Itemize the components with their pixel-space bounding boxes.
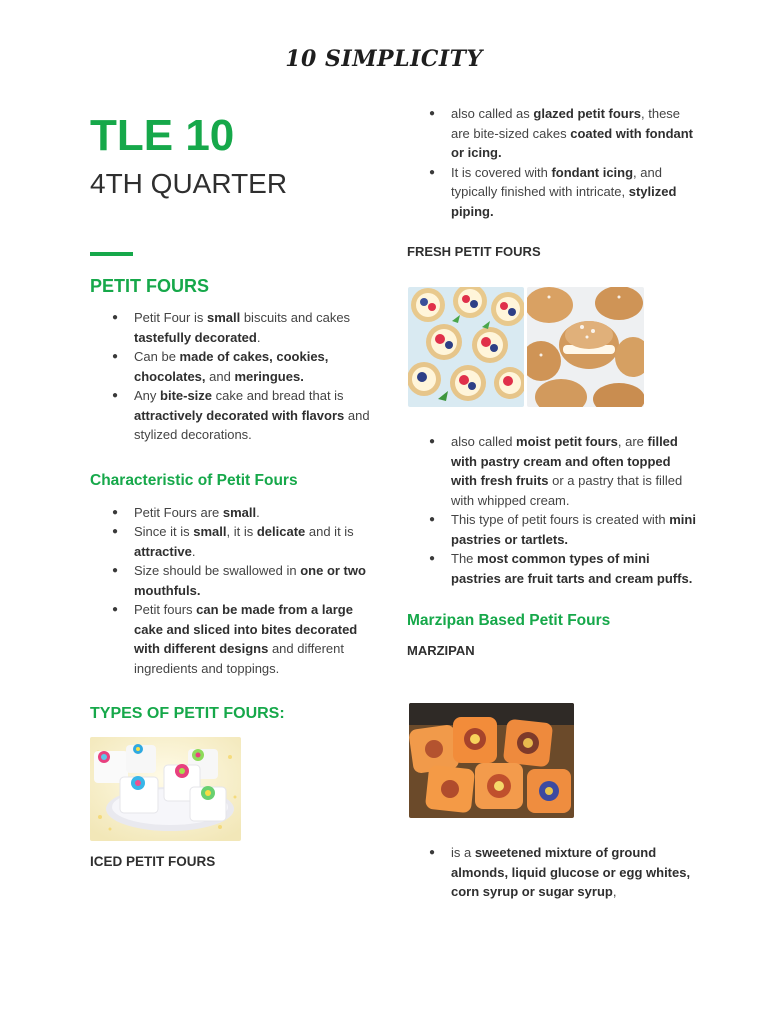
text: Since it is <box>134 524 194 539</box>
list-item <box>112 347 380 386</box>
bold-text: filled with pastry cream and often topped with fresh fruits <box>451 434 678 488</box>
accent-divider <box>90 252 133 256</box>
bold-text: meringues. <box>234 368 304 384</box>
text: . <box>256 329 261 345</box>
fresh-petit-fours-list <box>429 432 697 588</box>
section-heading-petit-fours: PETIT FOURS <box>90 276 210 296</box>
bold-text: mini pastries or tartlets. <box>451 512 696 547</box>
text: Petit Four is <box>134 310 207 325</box>
list-item <box>429 510 697 549</box>
text: This type of petit fours is created with <box>451 512 670 527</box>
page-subtitle: 4TH QUARTER <box>90 168 288 199</box>
iced-petit-fours-label: ICED PETIT FOURS <box>90 854 216 869</box>
bold-text: one or two mouthfuls. <box>134 563 366 598</box>
text: biscuits and cakes <box>240 310 351 325</box>
brand-title: 10 SIMPLICITY <box>285 46 483 72</box>
marzipan-image <box>409 703 574 818</box>
list-item <box>112 561 380 600</box>
list-item <box>429 843 697 902</box>
list-item <box>112 308 380 347</box>
bold-text: moist petit fours <box>516 434 618 449</box>
list-item <box>429 104 697 163</box>
text: and different ingredients and toppings. <box>134 641 344 676</box>
bold-text: stylized piping. <box>451 184 677 219</box>
bold-text: small <box>206 310 241 325</box>
fruit-tarts-image <box>408 287 524 407</box>
cream-puffs-image <box>527 287 644 407</box>
list-item <box>112 522 380 561</box>
iced-petit-fours-list <box>429 104 697 221</box>
text: or a pastry that is filled with whipped cream. <box>451 473 683 508</box>
bold-text: sweetened mixture of ground almonds, liquid glucose or egg whites, corn syrup or sugar syrup <box>451 845 691 899</box>
text: , it is <box>226 524 257 539</box>
characteristics-list <box>112 503 380 679</box>
text: . <box>256 504 260 520</box>
list-item <box>112 503 380 523</box>
list-item <box>112 600 380 678</box>
text: , are <box>617 434 648 449</box>
text: is a <box>451 845 475 860</box>
bold-text: delicate <box>256 524 306 539</box>
text: , and typically finished with intricate, <box>451 164 662 199</box>
text: and <box>205 368 235 384</box>
iced-petit-fours-image <box>90 737 241 841</box>
section-heading-characteristics: Characteristic of Petit Fours <box>90 471 298 489</box>
fresh-petit-fours-label: FRESH PETIT FOURS <box>407 244 541 259</box>
section-heading-marzipan: Marzipan Based Petit Fours <box>407 612 611 629</box>
bold-text: fondant icing <box>551 164 634 180</box>
bold-text: glazed petit fours <box>533 106 642 121</box>
bold-text: small <box>222 504 257 520</box>
section-heading-types: TYPES OF PETIT FOURS: <box>90 705 285 722</box>
text: Petit fours <box>134 602 197 617</box>
bold-text: made of cakes, cookies, chocolates, <box>134 349 329 384</box>
text: , <box>612 884 617 899</box>
marzipan-section <box>407 843 697 902</box>
list-item <box>429 163 697 222</box>
right-column <box>407 104 697 259</box>
marzipan-list <box>429 843 697 902</box>
bold-text: can be made from a large cake and sliced into bites decorated with different designs <box>134 602 358 656</box>
text: , these are bite-sized cakes <box>451 106 681 141</box>
marzipan-label: MARZIPAN <box>407 643 475 658</box>
list-item <box>429 432 697 510</box>
page-title: TLE 10 <box>90 111 235 160</box>
text: also called as <box>451 106 534 121</box>
list-item <box>429 549 697 588</box>
list-item <box>112 386 380 445</box>
text: Petit Fours are <box>134 504 223 520</box>
text: The <box>451 551 478 566</box>
bold-text: bite-size <box>160 388 213 403</box>
fresh-section <box>407 432 697 658</box>
bold-text: attractive <box>134 543 192 559</box>
bold-text: tastefully decorated <box>134 329 257 345</box>
left-column <box>90 108 380 723</box>
bold-text: most common types of mini pastries are fruit tarts and cream puffs. <box>451 551 693 586</box>
text: also called <box>451 434 517 449</box>
text: . <box>191 543 196 559</box>
text: and it is <box>305 524 354 539</box>
bold-text: small <box>193 524 227 539</box>
bold-text: coated with fondant or icing. <box>451 125 694 160</box>
bold-text: attractively decorated with flavors <box>134 407 345 423</box>
text: cake and bread that is <box>212 388 344 403</box>
petit-fours-list <box>112 308 380 445</box>
text: Size should be swallowed in <box>134 563 301 578</box>
text: Any <box>134 388 161 403</box>
text: Can be <box>134 349 180 364</box>
text: and stylized decorations. <box>134 407 370 442</box>
text: It is covered with <box>451 164 552 180</box>
